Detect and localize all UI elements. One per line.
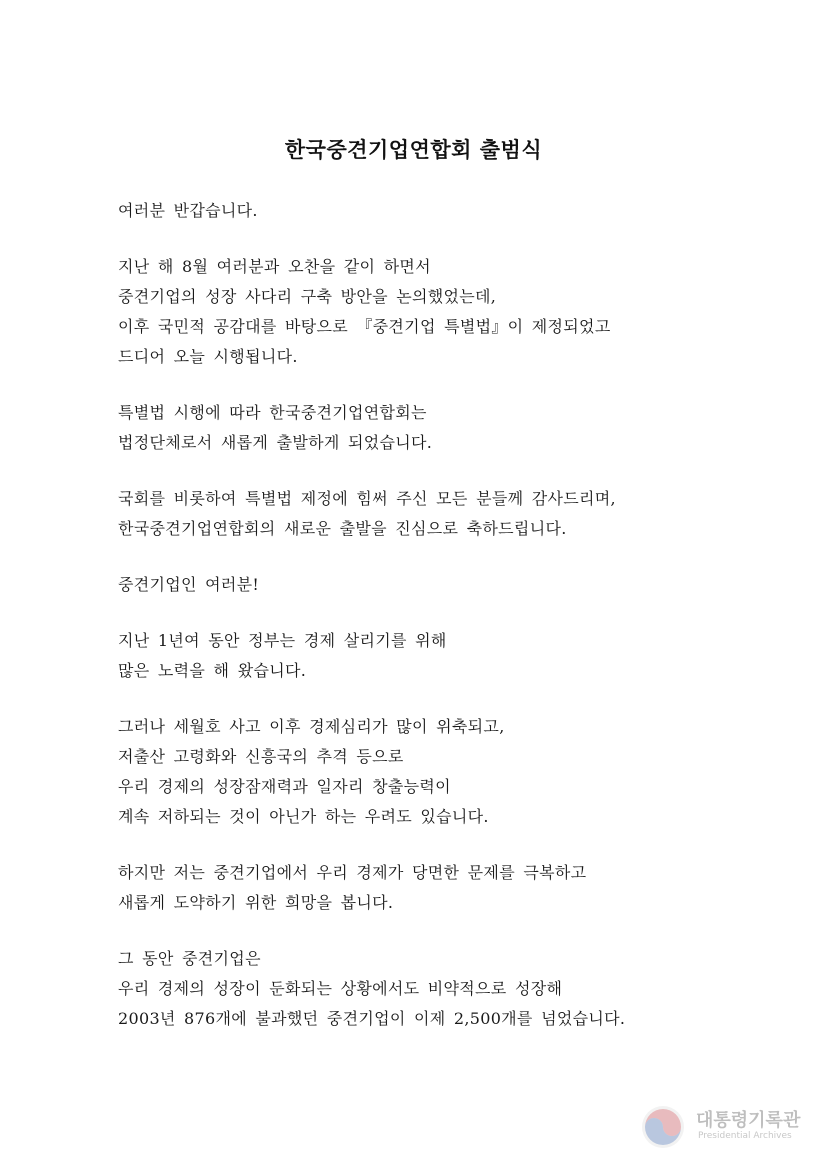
- text-line: 저출산 고령화와 신흥국의 추격 등으로: [118, 747, 404, 766]
- paragraph-gap: [118, 544, 718, 570]
- text-line: 중견기업의 성장 사다리 구축 방안을 논의했었는데,: [118, 287, 497, 306]
- paragraph: [118, 712, 718, 832]
- text-line: 국회를 비롯하여 특별법 제정에 힘써 주신 모든 분들께 감사드리며,: [118, 489, 616, 508]
- document-title: 한국중견기업연합회 출범식: [284, 138, 543, 162]
- paragraph: [118, 626, 718, 686]
- paragraph-gap: [118, 918, 718, 944]
- text-line: 여러분 반갑습니다.: [118, 201, 258, 220]
- paragraph-gap: [118, 226, 718, 252]
- text-line: 2003년 876개에 불과했던 중견기업이 이제 2,500개를 넘었습니다.: [118, 1009, 626, 1028]
- paragraph: [118, 252, 718, 372]
- text-line: 새롭게 도약하기 위한 희망을 봅니다.: [118, 893, 394, 912]
- text-line: 드디어 오늘 시행됩니다.: [118, 347, 298, 366]
- text-line: 그 동안 중견기업은: [118, 949, 261, 968]
- paragraph: [118, 858, 718, 918]
- watermark-logo: [640, 1102, 810, 1152]
- paragraph: [118, 944, 718, 1034]
- text-line: 특별법 시행에 따라 한국중견기업연합회는: [118, 403, 427, 422]
- text-line: 계속 저하되는 것이 아닌가 하는 우려도 있습니다.: [118, 807, 489, 826]
- text-line: 한국중견기업연합회의 새로운 출발을 진심으로 축하드립니다.: [118, 519, 567, 538]
- text-line: 이후 국민적 공감대를 바탕으로 『중견기업 특별법』이 제정되었고: [118, 317, 611, 336]
- document-body: [118, 196, 718, 1034]
- paragraph-gap: [118, 458, 718, 484]
- text-line: 우리 경제의 성장잠재력과 일자리 창출능력이: [118, 777, 451, 796]
- paragraph-gap: [118, 686, 718, 712]
- text-line: 지난 해 8월 여러분과 오찬을 같이 하면서: [118, 257, 431, 276]
- watermark-name-en: Presidential Archives: [698, 1131, 792, 1141]
- text-line: 그러나 세월호 사고 이후 경제심리가 많이 위축되고,: [118, 717, 505, 736]
- paragraph: [118, 484, 718, 544]
- watermark-name-ko: 대통령기록관: [696, 1110, 801, 1131]
- text-line: 지난 1년여 동안 정부는 경제 살리기를 위해: [118, 631, 447, 650]
- text-line: 많은 노력을 해 왔습니다.: [118, 661, 307, 680]
- paragraph-gap: [118, 600, 718, 626]
- paragraph: [118, 196, 718, 226]
- paragraph: [118, 570, 718, 600]
- text-line: 법정단체로서 새롭게 출발하게 되었습니다.: [118, 433, 433, 452]
- paragraph: [118, 398, 718, 458]
- text-line: 중견기업인 여러분!: [118, 575, 260, 594]
- paragraph-gap: [118, 372, 718, 398]
- paragraph-gap: [118, 832, 718, 858]
- text-line: 우리 경제의 성장이 둔화되는 상황에서도 비약적으로 성장해: [118, 979, 563, 998]
- text-line: 하지만 저는 중견기업에서 우리 경제가 당면한 문제를 극복하고: [118, 863, 587, 882]
- presidential-archives-logo-icon: [640, 1104, 686, 1150]
